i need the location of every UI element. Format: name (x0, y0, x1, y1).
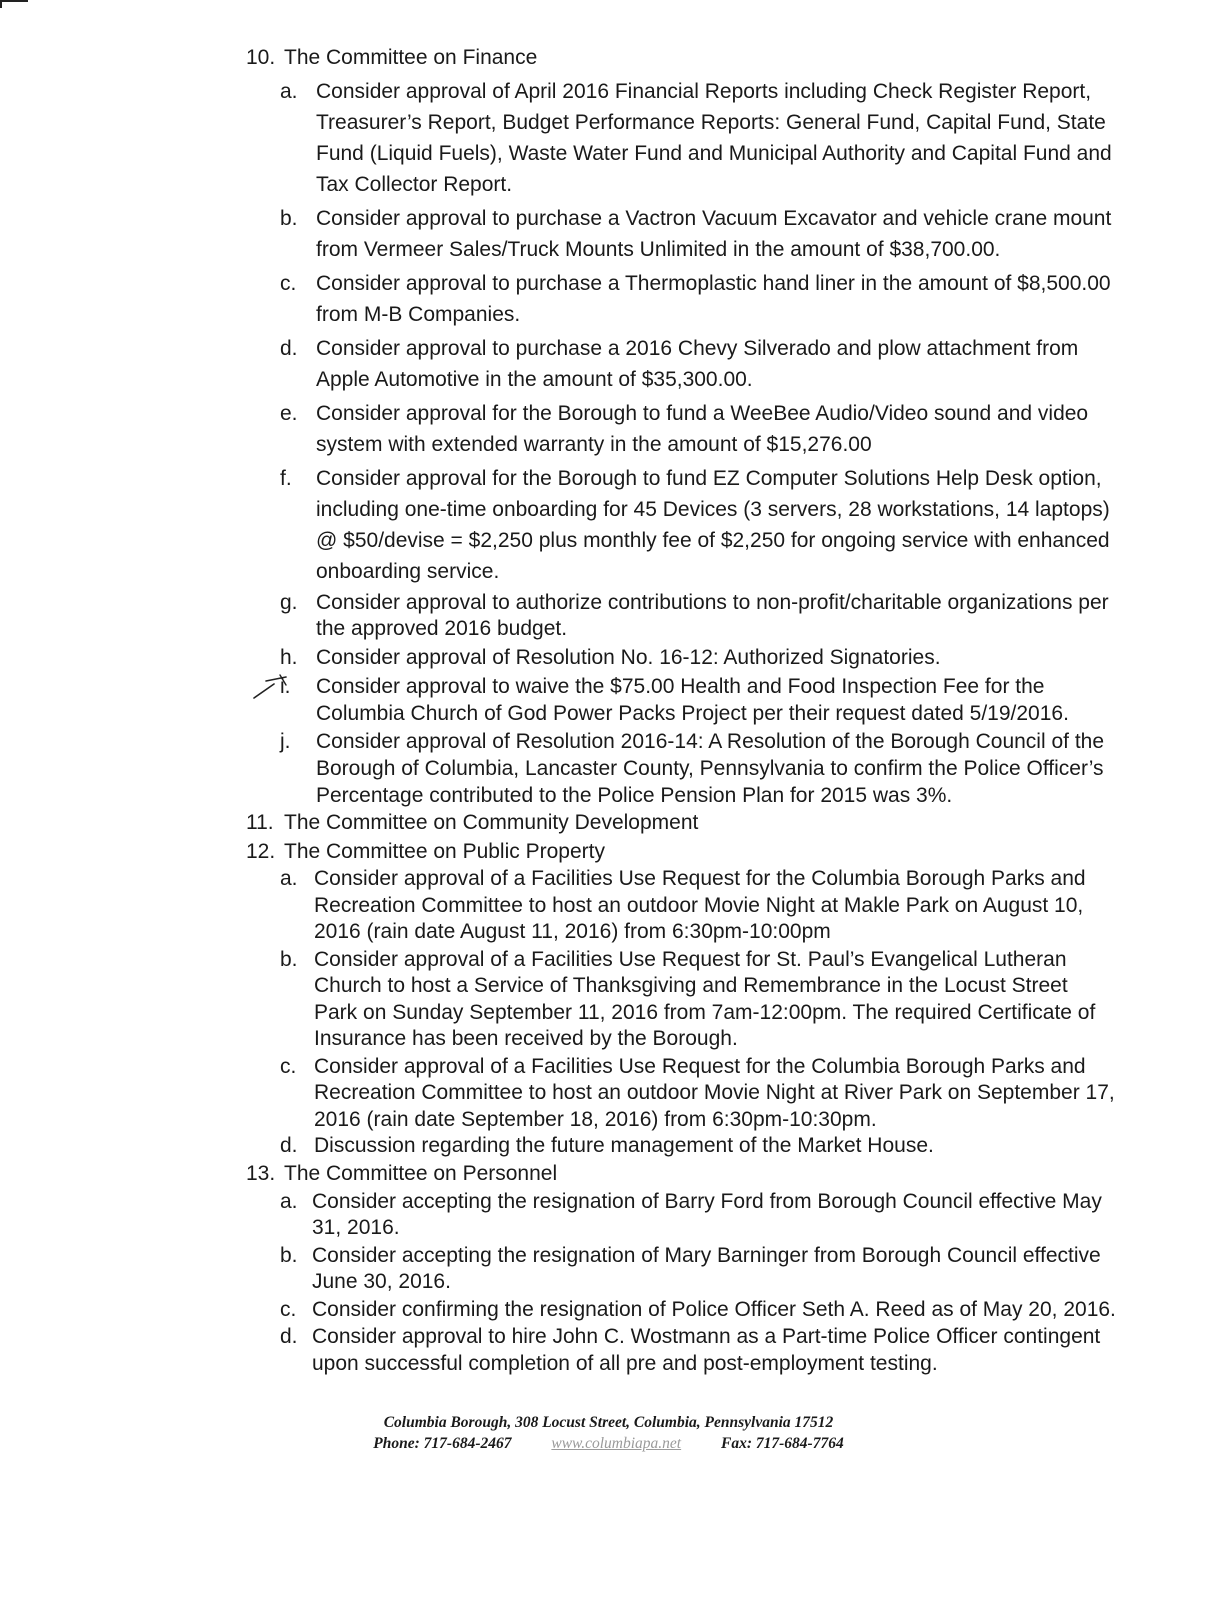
section-heading (246, 838, 1116, 866)
item-letter: a. (280, 1189, 298, 1213)
section-title: The Committee on Personnel (284, 1161, 558, 1185)
item-text: Consider approval to purchase a 2016 Chevy Silverado and plow attachment from Apple Automotive in the amount of $35,300.00. (316, 337, 1079, 391)
item-letter: c. (280, 272, 297, 295)
agenda-item (246, 644, 1116, 672)
item-letter: c. (280, 1054, 297, 1078)
item-text: Consider approval of Resolution No. 16-12: Authorized Signatories. (316, 646, 941, 669)
agenda-item (246, 590, 1116, 642)
item-text: Consider approval to hire John C. Wostmann as a Part-time Police Officer contingent upon successful completion of all pre and post-employment testing. (312, 1325, 1101, 1375)
item-text: Consider approval for the Borough to fund EZ Computer Solutions Help Desk option, including one-time onboarding for 45 Devices (3 servers, 28 workstations, 14 laptops) @ $50/devise = $2,250 plus monthly fee of $2,250 for ongoing service with enhanced onboarding service. (316, 467, 1110, 583)
item-text: Consider approval to authorize contributions to non-profit/charitable organizations per the approved 2016 budget. (316, 591, 1109, 640)
item-letter: a. (280, 867, 298, 890)
section-number: 10. (246, 46, 276, 69)
item-text: Discussion regarding the future management of the Market House. (314, 1134, 934, 1157)
agenda-item (246, 1054, 1116, 1134)
section-heading (246, 1160, 1116, 1188)
section-community-development (246, 809, 1116, 837)
item-text: Consider approval of a Facilities Use Request for St. Paul’s Evangelical Lutheran Church to host a Service of Thanksgiving and Remembrance in the Locust Street Park on Sunday September 11, 2016 from 7am-12:00pm. The required Certificate of Insurance has been received by the Borough. (314, 947, 1096, 1050)
item-text: Consider accepting the resignation of Barry Ford from Borough Council effective May 31, 2016. (312, 1189, 1102, 1239)
item-letter: d. (280, 1134, 298, 1157)
item-letter: j. (280, 730, 291, 753)
letterhead-footer (0, 1412, 1217, 1454)
item-letter: f. (280, 467, 292, 490)
footer-website-link[interactable]: www.columbiapa.net (551, 1435, 682, 1452)
agenda-item (246, 398, 1116, 460)
item-letter: b. (280, 947, 298, 971)
scan-corner-mark (0, 0, 28, 8)
section-number: 11. (246, 811, 274, 834)
agenda-item (246, 463, 1116, 587)
item-letter: b. (280, 207, 298, 230)
agenda-item (246, 1324, 1116, 1377)
item-letter: d. (280, 337, 298, 360)
section-public-property (246, 838, 1116, 1160)
agenda-content (246, 44, 1116, 1377)
section-number: 12. (246, 840, 276, 863)
item-letter: g. (280, 591, 298, 614)
item-text: Consider confirming the resignation of Police Officer Seth A. Reed as of May 20, 2016. (312, 1297, 1116, 1321)
item-text: Consider approval of a Facilities Use Request for the Columbia Borough Parks and Recreation Committee to host an outdoor Movie Night at Makle Park on August 10, 2016 (rain date August 11, 2016) from 6:30pm-10:00pm (314, 867, 1086, 943)
item-letter: b. (280, 1243, 298, 1267)
footer-address: Columbia Borough, 308 Locust Street, Columbia, Pennsylvania 17512 (383, 1414, 834, 1431)
section-personnel (246, 1160, 1116, 1378)
agenda-item (246, 268, 1116, 330)
item-text: Consider approval for the Borough to fund a WeeBee Audio/Video sound and video system with extended warranty in the amount of $15,276.00 (316, 402, 1089, 456)
item-text: Consider approval to waive the $75.00 Health and Food Inspection Fee for the Columbia Church of God Power Packs Project per their request dated 5/19/2016. (316, 675, 1069, 725)
agenda-item (246, 728, 1116, 809)
section-heading (246, 809, 1116, 837)
section-title: The Committee on Community Development (284, 811, 699, 834)
agenda-item-struck (246, 673, 1116, 727)
agenda-item (246, 76, 1116, 200)
item-letter: e. (280, 402, 298, 425)
agenda-item (246, 1133, 1116, 1160)
item-text: Consider approval of April 2016 Financial Reports including Check Register Report, Treasurer’s Report, Budget Performance Reports: General Fund, Capital Fund, State Fund (Liquid Fuels), Waste Water Fund and Municipal Authority and Capital Fund and Tax Collector Report. (316, 80, 1112, 196)
section-title: The Committee on Public Property (284, 840, 605, 863)
item-letter: i. (280, 675, 291, 698)
section-title: The Committee on Finance (284, 46, 538, 69)
item-text: Consider accepting the resignation of Mary Barninger from Borough Council effective June 30, 2016. (312, 1243, 1101, 1293)
section-finance (246, 44, 1116, 809)
item-letter: h. (280, 646, 298, 669)
item-letter: d. (280, 1325, 298, 1348)
footer-fax: Fax: 717-684-7764 (721, 1435, 844, 1452)
agenda-item (246, 203, 1116, 265)
footer-phone: Phone: 717-684-2467 (373, 1435, 512, 1452)
agenda-item (246, 947, 1116, 1053)
agenda-item (246, 1297, 1116, 1324)
item-letter: c. (280, 1297, 297, 1321)
agenda-item (246, 866, 1116, 946)
item-letter: a. (280, 80, 298, 103)
section-heading (246, 44, 1116, 72)
footer-contact-line (0, 1433, 1217, 1454)
item-text: Consider approval of a Facilities Use Request for the Columbia Borough Parks and Recreation Committee to host an outdoor Movie Night at River Park on September 17, 2016 (rain date September 18, 2016) from 6:30pm-10:30pm. (314, 1054, 1115, 1131)
agenda-item (246, 333, 1116, 395)
agenda-item (246, 1243, 1116, 1296)
section-number: 13. (246, 1161, 276, 1185)
agenda-item (246, 1189, 1116, 1242)
item-text: Consider approval to purchase a Thermoplastic hand liner in the amount of $8,500.00 from M-B Companies. (316, 272, 1111, 326)
item-text: Consider approval of Resolution 2016-14: A Resolution of the Borough Council of the Borough of Columbia, Lancaster County, Pennsylvania to confirm the Police Officer’s Percentage contributed to the Police Pension Plan for 2015 was 3%. (316, 730, 1105, 807)
item-text: Consider approval to purchase a Vactron Vacuum Excavator and vehicle crane mount from Vermeer Sales/Truck Mounts Unlimited in the amount of $38,700.00. (316, 207, 1112, 261)
